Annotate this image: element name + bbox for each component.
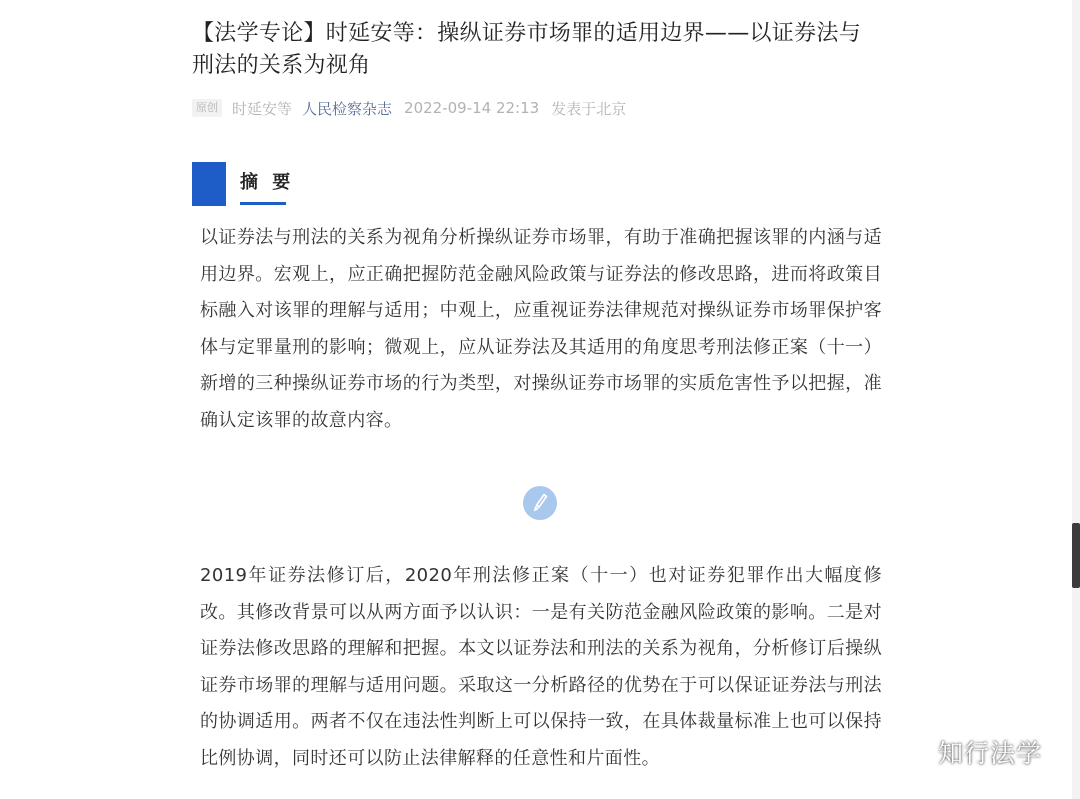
scrollbar-thumb[interactable]: [1072, 523, 1080, 588]
publish-location: 发表于北京: [551, 99, 627, 118]
abstract-heading: [192, 162, 312, 208]
content-fade: [0, 784, 1072, 799]
watermark: [898, 732, 1042, 772]
publish-time: 2022-09-14 22:13: [404, 99, 540, 117]
body-paragraph: 2019年证券法修订后，2020年刑法修正案（十一）也对证券犯罪作出大幅度修改。其修改背景可以从两方面予以认识：一是有关防范金融风险政策的影响。二是对证券法修改思路的理解和把握。本文以证券法和刑法的关系为视角，分析修订后操纵证券市场罪的理解与适用问题。采取这一分析路径的优势在于可以保证证券法与刑法的协调适用。两者不仅在违法性判断上可以保持一致，在具体裁量标准上也可以保持比例协调，同时还可以防止法律解释的任意性和片面性。: [200, 565, 882, 769]
original-badge: 原创: [192, 99, 222, 117]
heading-underline: [240, 202, 286, 205]
abstract-heading-label: 摘 要: [240, 172, 295, 193]
wechat-icon: [898, 737, 932, 767]
author-name: 时延安等: [232, 99, 293, 118]
abstract-paragraph: 以证券法与刑法的关系为视角分析操纵证券市场罪，有助于准确把握该罪的内涵与适用边界。宏观上，应正确把握防范金融风险政策与证券法的修改思路，进而将政策目标融入对该罪的理解与适用；中观上，应重视证券法律规范对操纵证券市场罪保护客体与定罪量刑的影响；微观上，应从证券法及其适用的角度思考刑法修正案（十一）新增的三种操纵证券市场的行为类型，对操纵证券市场罪的实质危害性予以把握，准确认定该罪的故意内容。: [200, 227, 882, 431]
heading-accent-block: [192, 162, 226, 206]
article-title: 【法学专论】时延安等：操纵证券市场罪的适用边界——以证券法与刑法的关系为视角: [192, 21, 862, 78]
account-link[interactable]: 人民检察杂志: [302, 99, 393, 118]
watermark-text: 知行法学: [938, 739, 1043, 768]
article-meta: [192, 96, 626, 120]
scrollbar[interactable]: [1072, 0, 1080, 799]
pen-icon: [523, 486, 557, 520]
